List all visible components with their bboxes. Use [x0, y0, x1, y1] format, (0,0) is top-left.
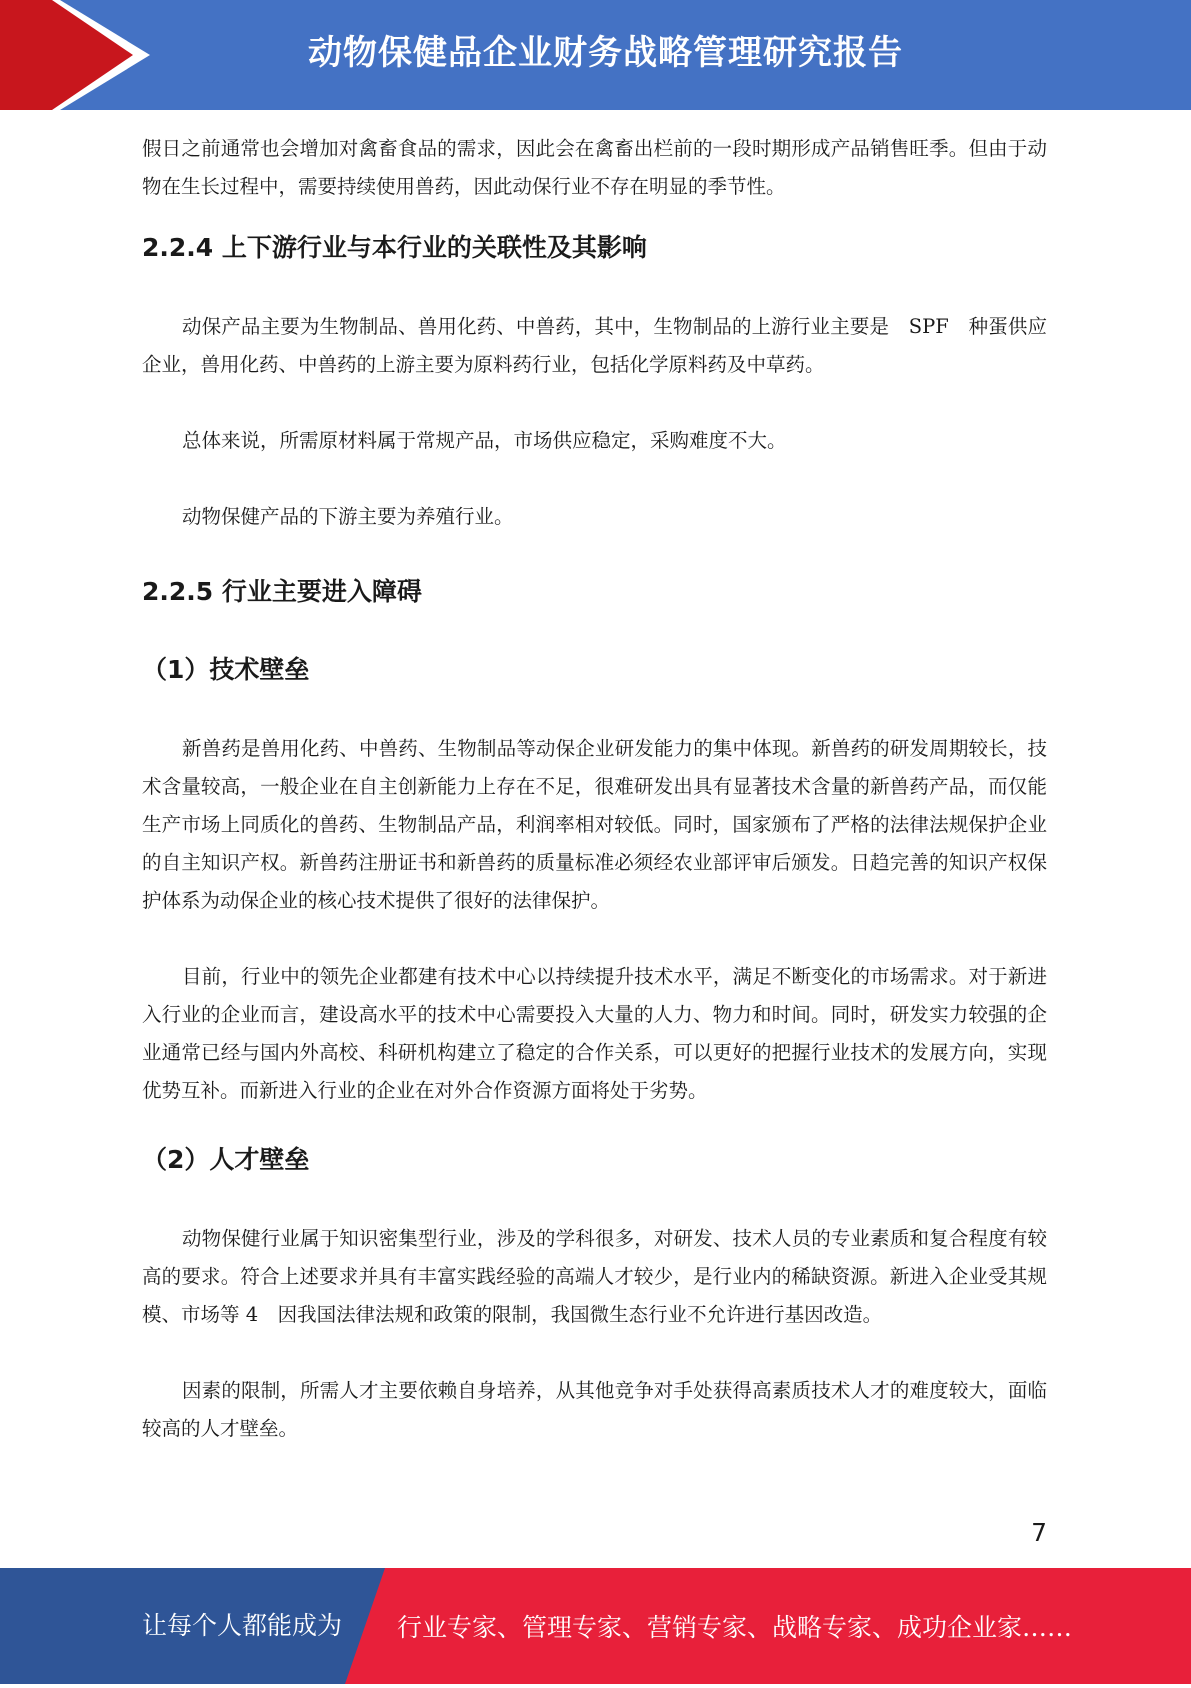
- document-body: [142, 130, 1047, 1448]
- footer-slogan-right: 行业专家、管理专家、营销专家、战略专家、成功企业家……: [397, 1613, 1073, 1642]
- paragraph: 动保产品主要为生物制品、兽用化药、中兽药，其中，生物制品的上游行业主要是 SPF 种蛋供应企业，兽用化药、中兽药的上游主要为原料药行业，包括化学原料药及中草药。: [142, 315, 1047, 376]
- paragraph: 动物保健行业属于知识密集型行业，涉及的学科很多，对研发、技术人员的专业素质和复合程度有较高的要求。符合上述要求并具有丰富实践经验的高端人才较少，是行业内的稀缺资源。新进入企业受其规模、市场等 4 因我国法律法规和政策的限制，我国微生态行业不允许进行基因改造。: [142, 1227, 1047, 1326]
- subsection-heading: （1）技术壁垒: [142, 655, 310, 684]
- page-number: 7: [1031, 1518, 1047, 1547]
- section-heading: 2.2.5 行业主要进入障碍: [142, 577, 422, 606]
- subsection-heading: （2）人才壁垒: [142, 1145, 310, 1174]
- page-footer: [0, 1568, 1191, 1684]
- paragraph: 总体来说，所需原材料属于常规产品，市场供应稳定，采购难度不大。: [182, 429, 787, 452]
- footer-slogan-left: 让每个人都能成为: [142, 1611, 343, 1640]
- paragraph: 假日之前通常也会增加对禽畜食品的需求，因此会在禽畜出栏前的一段时期形成产品销售旺季。但由于动物在生长过程中，需要持续使用兽药，因此动保行业不存在明显的季节性。: [142, 137, 1047, 198]
- page-header: [0, 0, 1191, 110]
- paragraph: 新兽药是兽用化药、中兽药、生物制品等动保企业研发能力的集中体现。新兽药的研发周期较长，技术含量较高，一般企业在自主创新能力上存在不足，很难研发出具有显著技术含量的新兽药产品，而仅能生产市场上同质化的兽药、生物制品产品，利润率相对较低。同时，国家颁布了严格的法律法规保护企业的自主知识产权。新兽药注册证书和新兽药的质量标准必须经农业部评审后颁发。日趋完善的知识产权保护体系为动保企业的核心技术提供了很好的法律保护。: [142, 737, 1047, 912]
- paragraph: 动物保健产品的下游主要为养殖行业。: [182, 505, 514, 528]
- header-title: 动物保健品企业财务战略管理研究报告: [308, 33, 903, 73]
- header-arrow-icon: [0, 0, 150, 110]
- paragraph: 目前，行业中的领先企业都建有技术中心以持续提升技术水平，满足不断变化的市场需求。对于新进入行业的企业而言，建设高水平的技术中心需要投入大量的人力、物力和时间。同时，研发实力较强的企业通常已经与国内外高校、科研机构建立了稳定的合作关系，可以更好的把握行业技术的发展方向，实现优势互补。而新进入行业的企业在对外合作资源方面将处于劣势。: [142, 965, 1047, 1102]
- paragraph: 因素的限制，所需人才主要依赖自身培养，从其他竞争对手处获得高素质技术人才的难度较大，面临较高的人才壁垒。: [142, 1379, 1047, 1440]
- section-heading: 2.2.4 上下游行业与本行业的关联性及其影响: [142, 233, 647, 262]
